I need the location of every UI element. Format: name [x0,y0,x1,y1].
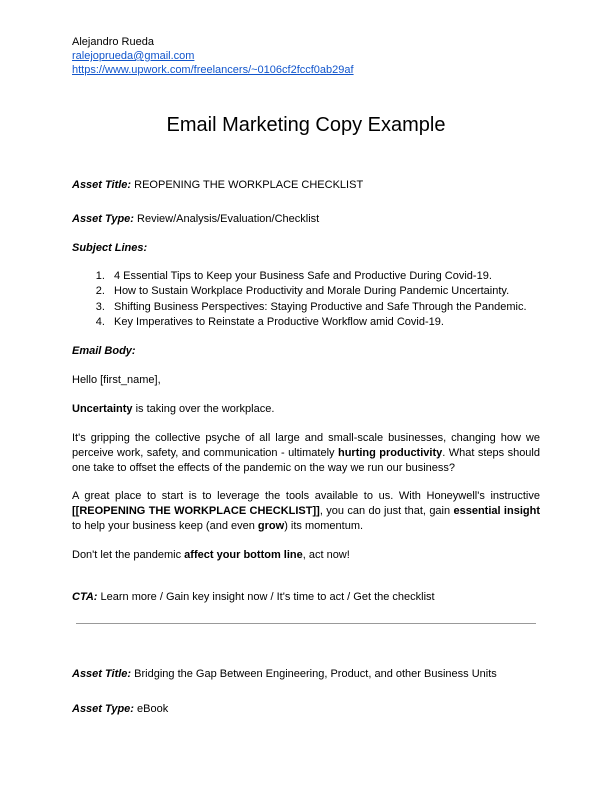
value: eBook [133,703,169,715]
asset-type-1 [72,212,540,227]
value: Learn more / Gain key insight now / It's time to act / Get the checklist [97,591,435,603]
subject-lines-list [72,269,527,330]
list-item: 3. Shifting Business Perspectives: Staying Productive and Safe Through the Pandemic. [108,300,527,315]
divider [76,623,536,624]
paragraph-2 [72,431,540,476]
list-item: 2. How to Sustain Workplace Productivity and Morale During Pandemic Uncertainty. [108,284,527,299]
list-item: 4. Key Imperatives to Reinstate a Productive Workflow amid Covid-19. [108,315,527,330]
text: Don't let the pandemic [72,549,185,561]
text: to help your business keep (and even [72,520,258,532]
label: CTA: [72,591,98,603]
email-link[interactable]: ralejoprueda@gmail.com [72,50,195,62]
bold: hurting productivity [337,447,443,459]
value: Review/Analysis/Evaluation/Checklist [133,213,320,225]
paragraph-1 [72,402,540,417]
paragraph-4 [72,548,540,563]
text: , you can do just that, gain [319,505,454,517]
bold: grow [257,520,285,532]
bold: Uncertainty [72,403,133,415]
bold: [[REOPENING THE WORKPLACE CHECKLIST]] [72,505,320,517]
subject-lines-label: Subject Lines: [72,242,148,254]
label: Asset Type: [72,213,134,225]
text: A great place to start is to leverage the tools available to us. With Honeywell's instructive [72,490,540,502]
label: Asset Type: [72,703,134,715]
asset-type-2 [72,702,540,717]
list-item: 1. 4 Essential Tips to Keep your Business Safe and Productive During Covid-19. [108,269,527,284]
text: ) its momentum. [284,520,364,532]
email-body-label: Email Body: [72,345,136,357]
value: REOPENING THE WORKPLACE CHECKLIST [131,179,364,191]
bold: essential insight [453,505,540,517]
asset-title-2 [72,667,540,682]
author-name: Alejandro Rueda [72,36,154,48]
asset-title-1 [72,178,540,193]
cta [72,590,540,605]
paragraph-3 [72,489,540,534]
page-title: Email Marketing Copy Example [166,114,446,136]
greeting: Hello [first_name], [72,374,161,386]
text: , act now! [302,549,350,561]
value: Bridging the Gap Between Engineering, Product, and other Business Units [131,668,497,680]
text: is taking over the workplace. [132,403,275,415]
label: Asset Title: [72,668,132,680]
bold: affect your bottom line [184,549,303,561]
label: Asset Title: [72,179,132,191]
upwork-link[interactable]: https://www.upwork.com/freelancers/~0106cf2fccf0ab29af [72,64,354,76]
text: It's gripping the collective psyche of all large and small-scale businesses, changing how we perceive work, safety, and communication - ultimately [72,432,540,459]
text: . What steps should one take to offset the effects of the pandemic on the way we run our business? [72,447,540,474]
